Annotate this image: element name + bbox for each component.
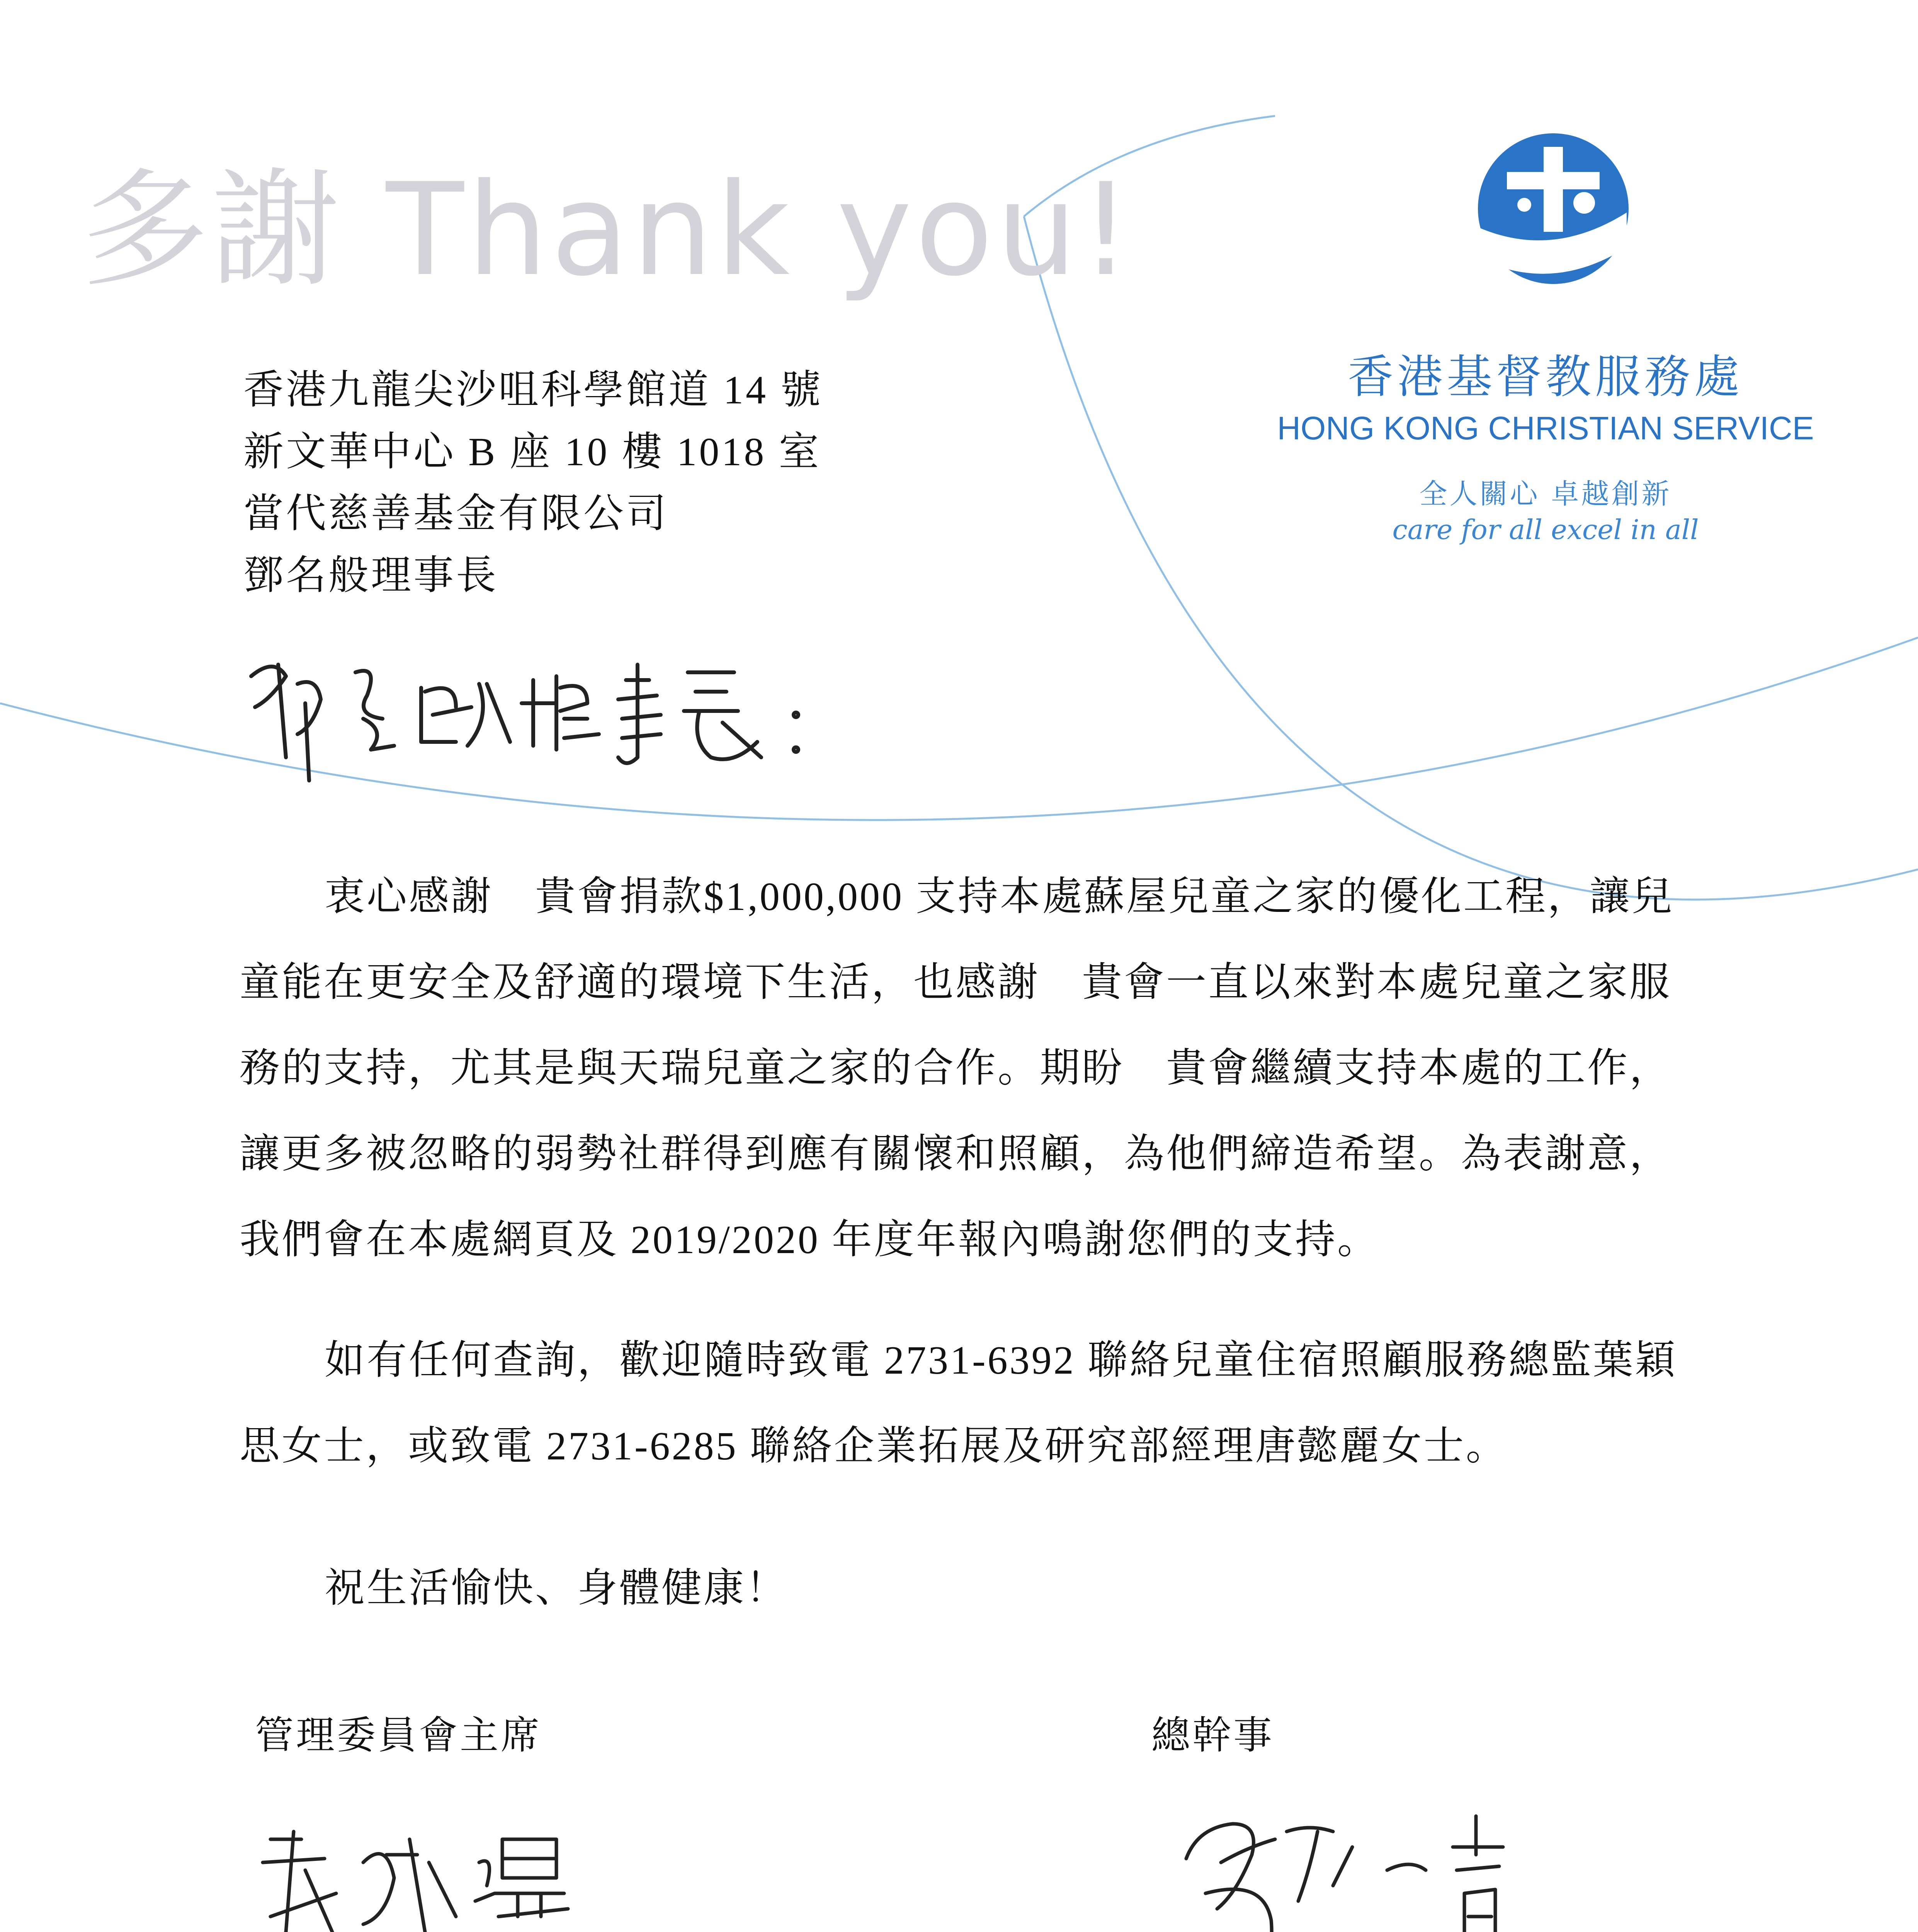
hkcs-logo-icon <box>1457 131 1650 294</box>
organization-name-zh: 香港基督教服務處 <box>1347 350 1743 403</box>
body-paragraph-2: 如有任何查詢，歡迎隨時致電 2731-6392 聯絡兒童住宿照顧服務總監葉穎思女士，或致電 2731-6285 聯絡企業拓展及研究部經理唐懿麗女士。 <box>240 1338 1677 1468</box>
recipient-address <box>243 359 823 607</box>
organization-name-en: HONG KONG CHRISTIAN SERVICE <box>1277 410 1814 446</box>
chairman-title: 管理委員會主席 <box>255 1714 542 1757</box>
closing-wish: 祝生活愉快、身體健康！ <box>325 1566 788 1611</box>
recipient-line: 鄧名般理事長 <box>243 553 499 598</box>
handwritten-salutation <box>240 641 842 804</box>
motto-en: care for all excel in all <box>1392 514 1699 546</box>
recipient-line: 新文華中心 B 座 10 樓 1018 室 <box>243 430 821 474</box>
recipient-line: 香港九龍尖沙咀科學館道 14 號 <box>243 368 823 412</box>
chief-executive-signature <box>1171 1793 1518 1932</box>
thank-you-banner: 多謝 Thank you! <box>81 156 1134 304</box>
motto-zh: 全人關心 卓越創新 <box>1419 478 1672 510</box>
chairman-signature <box>247 1816 595 1932</box>
chief-executive-title: 總幹事 <box>1151 1714 1274 1757</box>
recipient-line: 當代慈善基金有限公司 <box>243 492 669 536</box>
body-paragraph-1: 衷心感謝 貴會捐款$1,000,000 支持本處蘇屋兒童之家的優化工程，讓兒童能在更安全及舒適的環境下生活，也感謝 貴會一直以來對本處兒童之家服務的支持，尤其是與天瑞兒童之家的合作。期盼 貴會繼續支持本處的工作，讓更多被忽略的弱勢社群得到應有關懷和照顧，為他們締造希望。為表謝意，我們會在本處網頁及 2019/2020 年度年報內鳴謝您們的支持。 <box>240 874 1674 1262</box>
